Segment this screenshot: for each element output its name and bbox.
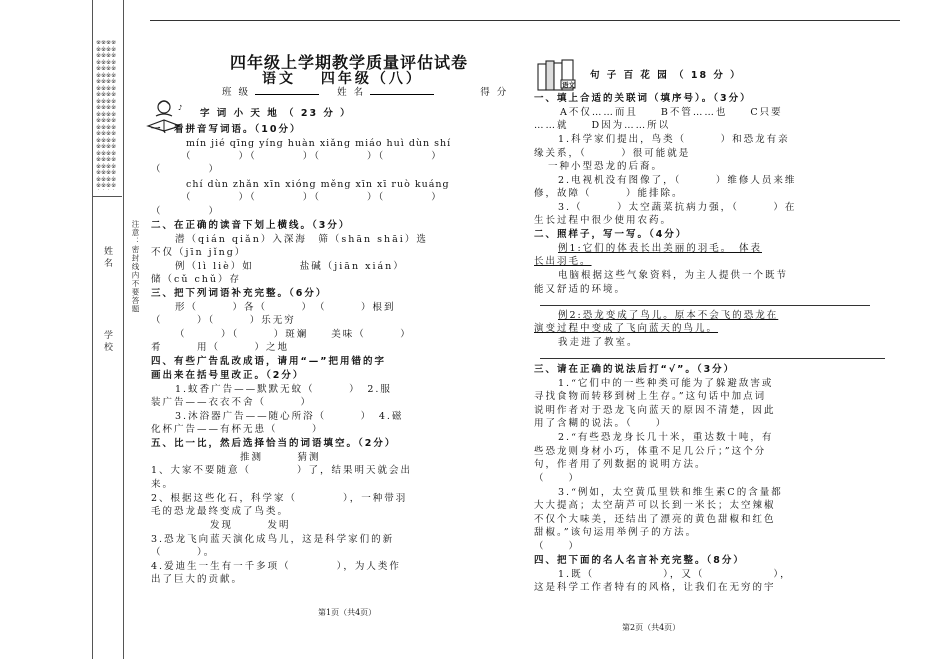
r-q1-line-g: 生长过程中很少使用农药。 (534, 215, 673, 226)
strip-divider (92, 196, 122, 197)
seal-notice: 注意：密封线内不要答题 (131, 220, 140, 314)
q4-line-f: 化杯广告——有杯无患（ ） (151, 424, 324, 435)
name-blank[interactable] (370, 86, 434, 95)
q5-line-d: 毛的恐龙最终变成了鸟类。 (151, 506, 290, 517)
question-2-heading: 二、在正确的读音下划上横线。（3分） (151, 220, 351, 231)
q5-word-choice-2: 发现 发明 (210, 520, 291, 531)
question-3-heading: 三、把下列词语补充完整。（6分） (151, 288, 328, 299)
q5-line-g: 4.爱迪生一生有一千多项（ ），为人类作 (151, 561, 401, 572)
r-question-2-heading: 二、照样子，写一写。（4分） (534, 229, 688, 240)
info-line (222, 86, 508, 99)
books-icon-label: 语文 (562, 81, 575, 89)
r-q4-line-a: 1.既（ ），又（ ）， (558, 569, 792, 580)
r-q2-line-b: 能又舒适的环境。 (534, 284, 627, 295)
q3-line-b: （ ）（ ）乐无穷 (151, 315, 296, 326)
r-q2-answer-line-2[interactable] (540, 358, 885, 359)
r-q3-line-c: 说明作者对于恐龙飞向蓝天的原因不清楚，因此 (534, 405, 776, 416)
r-q3-line-j: 大大提高；太空葫芦可以长到一米长；太空辣椒 (534, 500, 776, 511)
r-q3-line-h: （ ） (534, 473, 581, 484)
q5-line-h: 出了巨大的贡献。 (151, 574, 244, 585)
name-label-margin: 姓 名 (102, 246, 112, 267)
class-label: 班 级 (222, 87, 251, 98)
q2-line-d: 储（cǔ chǔ）存 (151, 274, 242, 285)
q4-line-d: 装广告——衣衣不舍（ ） (151, 397, 313, 408)
question-4-heading: 四、有些广告乱改成语，请用“—”把用错的字 (151, 356, 386, 367)
r-q4-line-b: 这是科学工作者特有的风格，让我们在无穷的宇 (534, 582, 776, 593)
r-q3-line-f: 些恐龙则身材小巧，体重不足几公斤；”这个分 (534, 446, 767, 457)
q5-line-e: 3.恐龙飞向蓝天演化成鸟儿，这是科学家们的新 (151, 534, 395, 545)
r-q3-line-e: 2.“有些恐龙身长几十米，重达数十吨，有 (558, 432, 774, 443)
r-q2-example-1b: 长出羽毛。 (534, 256, 592, 267)
books-icon (536, 58, 576, 92)
r-q1-line-b: 缘关系，（ ）很可能就是 (534, 148, 691, 159)
r-question-4-heading: 四、把下面的名人名言补充完整。（8分） (534, 555, 745, 566)
r-question-3-heading: 三、请在正确的说法后打“√”。（3分） (534, 364, 736, 375)
r-q3-line-g: 句，作者用了列数据的说明方法。 (534, 459, 707, 470)
r-q3-line-m: （ ） (534, 541, 581, 552)
r-q1-line-e: 修，故障（ ）能排除。 (534, 188, 684, 199)
answer-row-2a[interactable]: （ ）（ ）（ ）（ ） (181, 192, 443, 203)
r-q3-line-i: 3.“例如，太空黄瓜里铁和维生素C的含量都 (558, 487, 783, 498)
r-q2-example-2: 例2:恐龙变成了鸟儿。原本不会飞的恐龙在 (558, 310, 779, 321)
q4-line-c: 1.蚊香广告——默默无蚊（ ） 2.服 (175, 384, 392, 395)
answer-row-2b[interactable]: （ ） (151, 206, 221, 217)
seal-pattern: ※※※※※※※※※※※※※※※※※※※※※※※※※※※※※※※※※※※※※※※※※※※※※※※※※※※※※※※※※※※※※※※※※※※※※※※※※※※※※※※※※※※※※※※※※※※※ (96, 40, 117, 189)
pinyin-row-1: mín jié qīng yíng huàn xiǎng miáo huì dùn shí (186, 138, 452, 149)
r-q2-line-a: 电脑根据这些气象资料，为主人提供一个既节 (558, 270, 789, 281)
r-question-1-heading: 一、填上合适的关联词（填序号）。（3分） (534, 93, 752, 104)
q5-line-f: （ ）。 (151, 547, 216, 558)
pinyin-row-2: chí dùn zhǎn xīn xióng měng xīn xī ruò kuáng (186, 179, 450, 190)
section-heading-words: 字 词 小 天 地 （ 23 分 ） (200, 108, 352, 119)
page-number-2: 第2页（共4页） (622, 623, 681, 632)
q5-word-choice-1: 推测 猜测 (240, 452, 321, 463)
r-q1-line-c: 一种小型恐龙的后裔。 (548, 161, 664, 172)
q4-line-e: 3.沐浴器广告——随心所浴（ ） 4.磁 (175, 411, 404, 422)
r-q2-example-2b: 演变过程中变成了飞向蓝天的鸟儿。 (534, 323, 719, 334)
r-q1-line-a: 1.科学家们提出，鸟类（ ）和恐龙有亲 (558, 134, 790, 145)
q3-line-c: （ ）（ ）斑斓 美味（ ） (175, 329, 412, 340)
top-rule (150, 20, 900, 21)
answer-row-1b[interactable]: （ ） (151, 164, 221, 175)
exam-title: 四年级上学期教学质量评估试卷 (230, 53, 469, 72)
section-heading-sentences: 句 子 百 花 园 （ 18 分 ） (590, 70, 742, 81)
q3-line-d: 肴 用（ ）之地 (151, 342, 290, 353)
r-q3-line-d: 用了含糊的说法。（ ） (534, 418, 668, 429)
r-q1-line-f: 3.（ ）太空蔬菜抗病力强，（ ）在 (558, 202, 797, 213)
q5-line-a: 1、大家不要随意（ ）了，结果明天就会出 (151, 465, 413, 476)
class-blank[interactable] (255, 86, 319, 95)
r-q2-answer-line-1[interactable] (540, 305, 870, 306)
q2-line-a: 潜（qián qiǎn）入深海 筛（shān shāi）选 (175, 234, 428, 245)
q5-line-c: 2、根据这些化石，科学家（ ），一种带羽 (151, 493, 408, 504)
r-q2-line-c: 我走进了教室。 (558, 337, 639, 348)
name-label: 姓 名 (337, 87, 366, 98)
q2-line-b: 不仅（jīn jǐng） (151, 247, 247, 258)
r-q3-line-k: 不仅个大味美，还结出了漂亮的黄色甜椒和红色 (534, 514, 776, 525)
r-q3-line-b: 寻找食物而转移到树上生存。”这句话中加点词 (534, 391, 767, 402)
r-q2-example-1: 例1:它们的体表长出美丽的羽毛。 体表 (558, 243, 762, 254)
score-label: 得 分 (480, 87, 509, 98)
r-q1-options-2: ……就 D因为……所以 (534, 120, 671, 131)
q2-line-c: 例（lì liè）如 盐碱（jiān xián） (175, 261, 405, 272)
svg-text:♪: ♪ (178, 104, 183, 112)
r-q1-line-d: 2.电视机没有图像了，（ ）维修人员来维 (558, 175, 797, 186)
question-4-heading-cont: 画出来在括号里改正。（2分） (151, 370, 305, 381)
page-number-1: 第1页（共4页） (318, 608, 377, 617)
question-1-heading: 一、看拼音写词语。（10分） (151, 124, 302, 135)
question-5-heading: 五、比一比，然后选择恰当的词语填空。（2分） (151, 438, 397, 449)
q3-line-a: 形（ ）各（ ） （ ）根到 (175, 302, 396, 313)
school-label: 学 校 (102, 330, 112, 351)
q5-line-b: 来。 (151, 479, 175, 490)
exam-subject: 语文 四年级（八） (262, 71, 423, 87)
r-q1-options: A不仅……而且 B不管……也 C只要 (560, 107, 783, 118)
answer-row-1a[interactable]: （ ）（ ）（ ）（ ） (181, 151, 443, 162)
r-q3-line-l: 甜椒。”该句运用举例子的方法。 (534, 527, 698, 538)
r-q3-line-a: 1.“它们中的一些种类可能为了躲避敌害或 (558, 378, 774, 389)
